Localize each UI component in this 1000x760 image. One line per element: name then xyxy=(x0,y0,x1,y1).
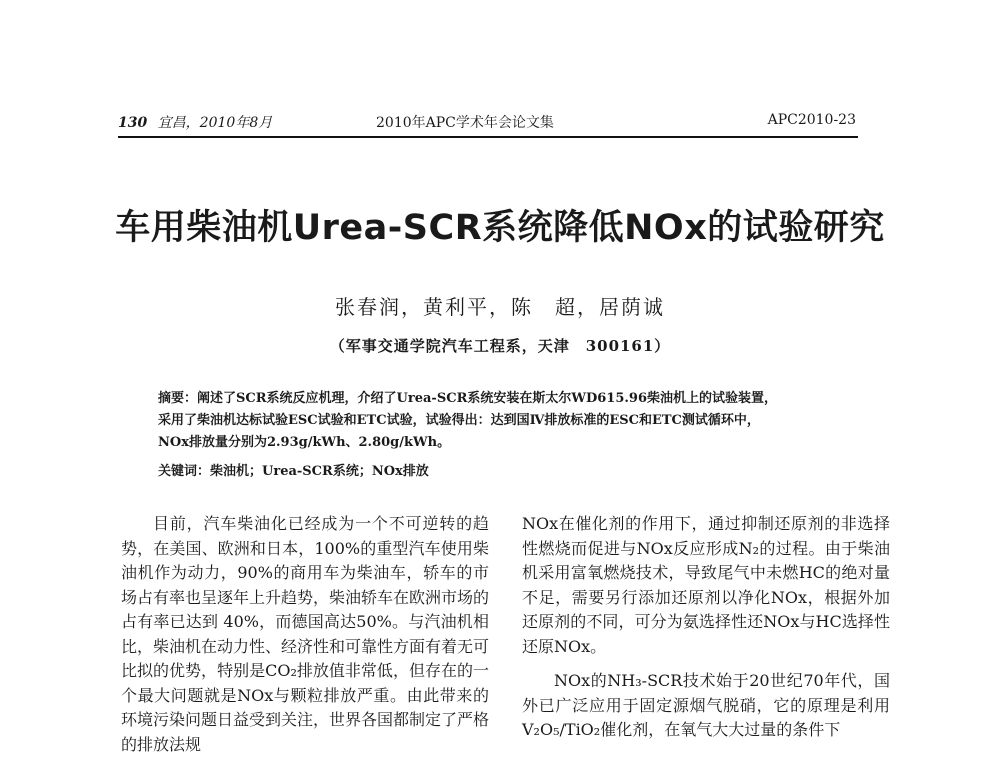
abstract-line-2: 采用了柴油机达标试验ESC试验和ETC试验，试验得出：达到国Ⅳ排放标准的ESC和ETC测试循环中， xyxy=(158,413,760,428)
location-date: 宜昌，2010年8月 xyxy=(157,115,273,131)
authors: 张春润，黄利平，陈 超，居荫诚 xyxy=(335,295,665,319)
keywords-label: 关键词： xyxy=(158,464,211,479)
header-rule xyxy=(118,136,858,138)
body-column-right xyxy=(522,512,890,743)
body-paragraph: NOx的NH₃-SCR技术始于20世纪70年代，国外已广泛应用于固定源烟气脱硝，它的原理是利用V₂O₅/TiO₂催化剂，在氧气大大过量的条件下 xyxy=(522,671,890,739)
abstract-label: 摘要： xyxy=(158,391,198,406)
header-left xyxy=(118,112,272,132)
page-number: 130 xyxy=(118,115,148,131)
body-paragraph: NOx在催化剂的作用下，通过抑制还原剂的非选择性燃烧而促进与NOx反应形成N₂的过程。由于柴油机采用富氧燃烧技术，导致尾气中未燃HC的绝对量不足，需要另行添加还原剂以净化NOx，根据外加还原剂的不同，可分为氨选择性还NOx与HC选择性还原NOx。 xyxy=(522,514,890,656)
abstract-text-1: 阐述了SCR系统反应机理，介绍了Urea-SCR系统安装在斯太尔WD615.96柴油机上的试验装置， xyxy=(197,391,777,406)
keywords-text: 柴油机；Urea-SCR系统；NOx排放 xyxy=(210,464,429,479)
affiliation: （军事交通学院汽车工程系，天津 300161） xyxy=(329,337,671,355)
paper-title: 车用柴油机Urea-SCR系统降低NOx的试验研究 xyxy=(115,208,885,248)
abstract-line-3: NOx排放量分别为2.93g/kWh、2.80g/kWh。 xyxy=(158,435,451,450)
body-column-left xyxy=(121,512,489,757)
keywords xyxy=(158,460,858,479)
running-header xyxy=(118,112,856,134)
proceedings-title: 2010年APC学术年会论文集 xyxy=(376,115,554,131)
body-paragraph: 目前，汽车柴油化已经成为一个不可逆转的趋势，在美国、欧洲和日本，100%的重型汽车使用柴油机作为动力，90%的商用车为柴油车，轿车的市场占有率也呈逐年上升趋势，柴油轿车在欧洲市场的占有率已达到 40%，而德国高达50%。与汽油机相比，柴油机在动力性、经济性和可靠性方面有着无可比拟的优势，特别是CO₂排放值非常低，但存在的一个最大问题就是NOx与颗粒排放严重。由此带来的环境污染问题日益受到关注，世界各国都制定了严格的排放法规 xyxy=(121,514,490,754)
abstract-line-1 xyxy=(158,388,858,410)
abstract xyxy=(158,388,858,454)
paper-code: APC2010-23 xyxy=(767,112,856,128)
